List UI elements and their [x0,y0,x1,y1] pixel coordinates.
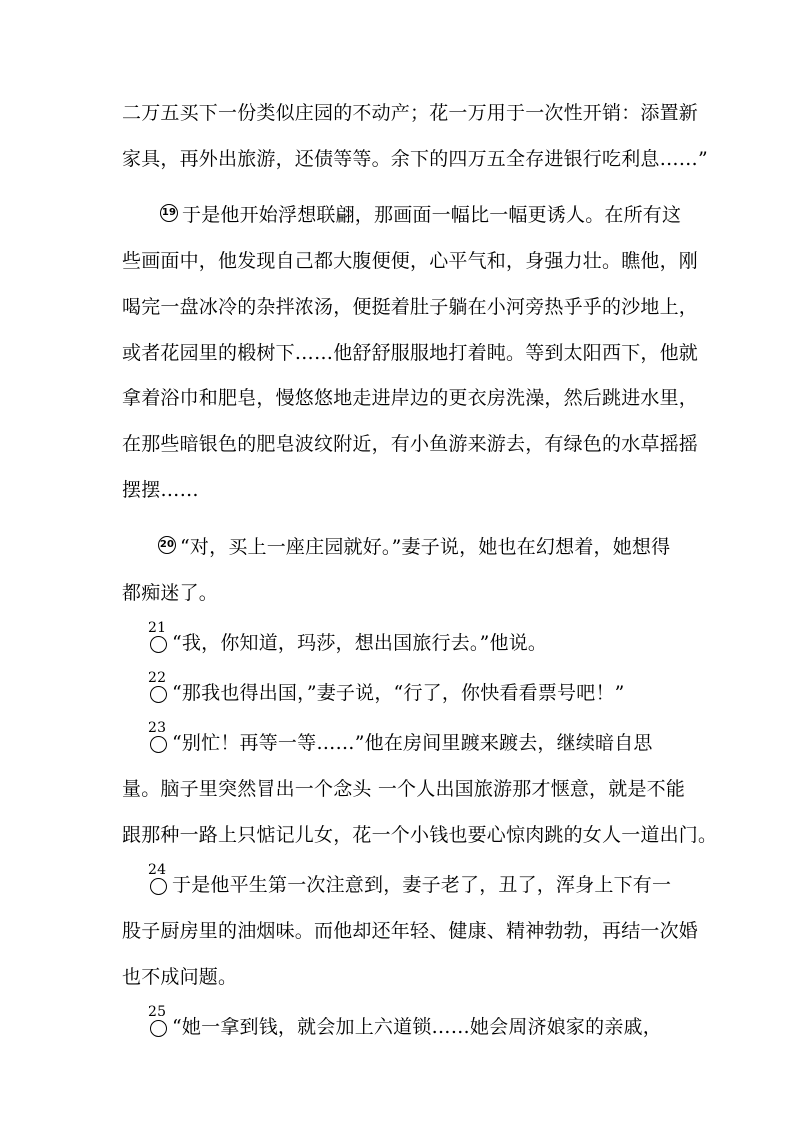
paragraph-22-first-line: 22 “那我也得出国，”妻子说，“行了，你快看看票号吧！” [148,670,625,704]
paragraph-number-23: 23 [150,732,170,752]
paragraph-number-21: 21 [150,632,170,652]
paragraph-20-first-line: 20 “对，买上一座庄园就好。”妻子说，她也在幻想着，她想得 [159,536,671,558]
paragraph-19-first-line: 19 于是他开始浮想联翩，那画面一幅比一幅更诱人。在所有这 [161,204,682,226]
paragraph-21-first-line: 21 “我，你知道，玛莎，想出国旅行去。”他说。 [148,620,548,654]
paragraph-23-first-line: 23 “别忙！再等一等……”他在房间里踱来踱去，继续暗自思 [148,720,653,754]
paragraph-number-25: 25 [150,1016,170,1036]
paragraph-number-24: 24 [150,874,170,894]
text-line: 家具，再外出旅游，还债等等。余下的四万五全存进银行吃利息……” [122,148,708,170]
circle-marker-icon [150,1020,167,1037]
text-line: 在那些暗银色的肥皂波纹附近，有小鱼游来游去，有绿色的水草摇摇 [122,433,699,455]
text-line: 或者花园里的椴树下……他舒舒服服地打着盹。等到太阳西下，他就 [122,342,699,364]
text-line: 都痴迷了。 [122,582,219,604]
text-line: 些画面中，他发现自己都大腹便便，心平气和，身强力壮。瞧他，刚 [122,250,699,272]
paragraph-24-first-line: 24 于是他平生第一次注意到，妻子老了，丑了，浑身上下有一 [148,862,672,896]
text-line: 跟那种一路上只惦记儿女，花一个小钱也要心惊肉跳的女人一道出门。 [122,824,718,846]
paragraph-number-20: 20 [158,536,178,556]
text-line: 二万五买下一份类似庄园的不动产；花一万用于一次性开销：添置新 [122,102,699,124]
paragraph-number-22: 22 [150,682,170,702]
paragraph-25-first-line: 25 “她一拿到钱，就会加上六道锁……她会周济娘家的亲戚， [148,1004,662,1038]
circle-marker-icon [150,736,167,753]
circle-marker-icon [150,636,167,653]
text-line: 股子厨房里的油烟味。而他却还年轻、健康、精神勃勃，再结一次婚 [122,920,699,942]
text-line: 量。脑子里突然冒出一个念头 一个人出国旅游那才惬意，就是不能 [122,778,686,800]
text-line: 拿着浴巾和肥皂，慢悠悠地走进岸边的更衣房洗澡，然后跳进水里， [122,387,699,409]
paragraph-number-19: 19 [160,204,180,224]
circle-marker-icon [150,878,167,895]
text-line: 也不成问题。 [122,966,238,988]
text-line: 摆摆…… [122,479,199,501]
circle-marker-icon [150,686,167,703]
text-line: 喝完一盘冰冷的杂拌浓汤，便挺着肚子躺在小河旁热乎乎的沙地上， [122,296,699,318]
